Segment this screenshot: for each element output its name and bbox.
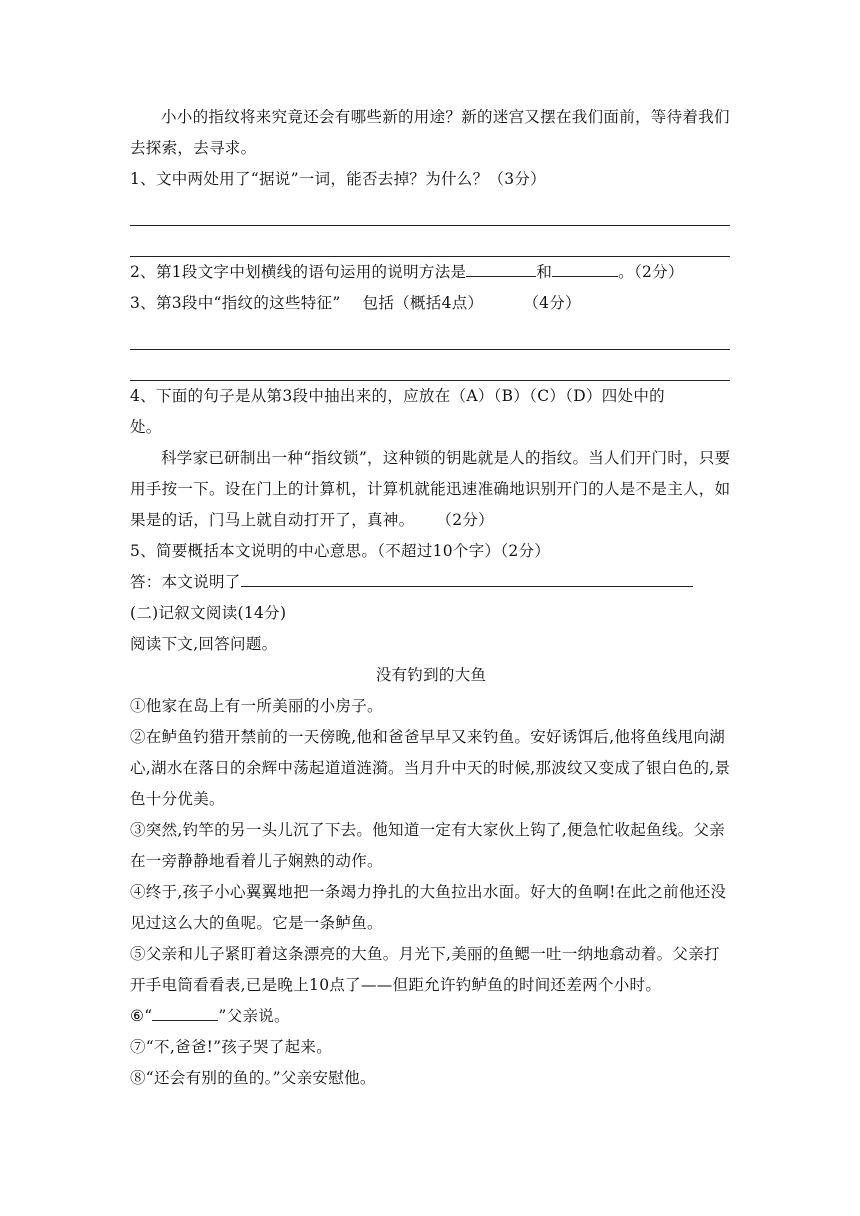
question-2: 2、第1段文字中划横线的语句运用的说明方法是 和 。（2分） [130, 257, 732, 288]
story-title: 没有钓到的大鱼 [375, 666, 487, 684]
answer-blank[interactable] [152, 1002, 218, 1021]
reading-instruction: 阅读下文,回答问题。 [130, 635, 278, 653]
story-paragraph: ④终于,孩子小心翼翼地把一条竭力挣扎的大鱼拉出水面。好大的鱼啊!在此之前他还没见过这么大的鱼呢。它是一条鲈鱼。 [130, 883, 727, 932]
question-4: 4、下面的句子是从第3段中抽出来的，应放在（A）（B）（C）（D）四处中的 [130, 387, 665, 405]
story-paragraph: ①他家在岛上有一所美丽的小房子。 [130, 697, 383, 715]
answer-line[interactable] [130, 226, 730, 257]
story-paragraph: ②在鲈鱼钓猎开禁前的一天傍晚,他和爸爸早早又来钓鱼。安好诱饵后,他将鱼线甩向湖心,湖水在落日的余辉中荡起道道涟漪。当月升中天的时候,那波纹又变成了银白色的,景色十分优美。 [130, 728, 731, 808]
story-paragraph: ⑤父亲和儿子紧盯着这条漂亮的大鱼。月光下,美丽的鱼鳃一吐一纳地翕动着。父亲打开手电筒看看表,已是晚上10点了——但距允许钓鲈鱼的时间还差两个小时。 [130, 945, 720, 994]
question-3: 3、第3段中“指纹的这些特征” 包括（概括4点） （4分） [130, 294, 581, 312]
exam-page [130, 102, 732, 1094]
answer-line[interactable] [130, 350, 730, 381]
answer-line[interactable] [130, 319, 730, 350]
question-4-continued: 处。 [130, 418, 162, 436]
answer-blank[interactable] [552, 258, 618, 277]
question-4-quote: 科学家已研制出一种“指纹锁”，这种锁的钥匙就是人的指纹。当人们开门时，只要用手按一下。设在门上的计算机，计算机就能迅速准确地识别开门的人是不是主人，如果是的话，门马上就自动打开了，真神。 （2分） [130, 449, 731, 529]
story-paragraph: ⑧“还会有别的鱼的。”父亲安慰他。 [130, 1069, 376, 1087]
answer-blank[interactable] [466, 258, 536, 277]
story-paragraph: ⑥“ ”父亲说。 [130, 1001, 732, 1032]
question-1: 1、文中两处用了“据说”一词，能否去掉？为什么？（3分） [130, 170, 546, 188]
closing-paragraph: 小小的指纹将来究竟还会有哪些新的用途？新的迷宫又摆在我们面前，等待着我们去探索，去寻求。 [130, 108, 730, 157]
answer-line[interactable] [130, 195, 730, 226]
question-5: 5、简要概括本文说明的中心意思。（不超过10个字）（2分） [130, 542, 551, 560]
story-paragraph: ⑦“不,爸爸!”孩子哭了起来。 [130, 1038, 333, 1056]
story-paragraph: ③突然,钓竿的另一头儿沉了下去。他知道一定有大家伙上钩了,便急忙收起鱼线。父亲在一旁静静地看着儿子娴熟的动作。 [130, 821, 726, 870]
question-5-answer: 答：本文说明了 [130, 567, 732, 598]
answer-blank[interactable] [241, 568, 693, 587]
section-heading: (二)记叙文阅读(14分) [130, 604, 287, 622]
